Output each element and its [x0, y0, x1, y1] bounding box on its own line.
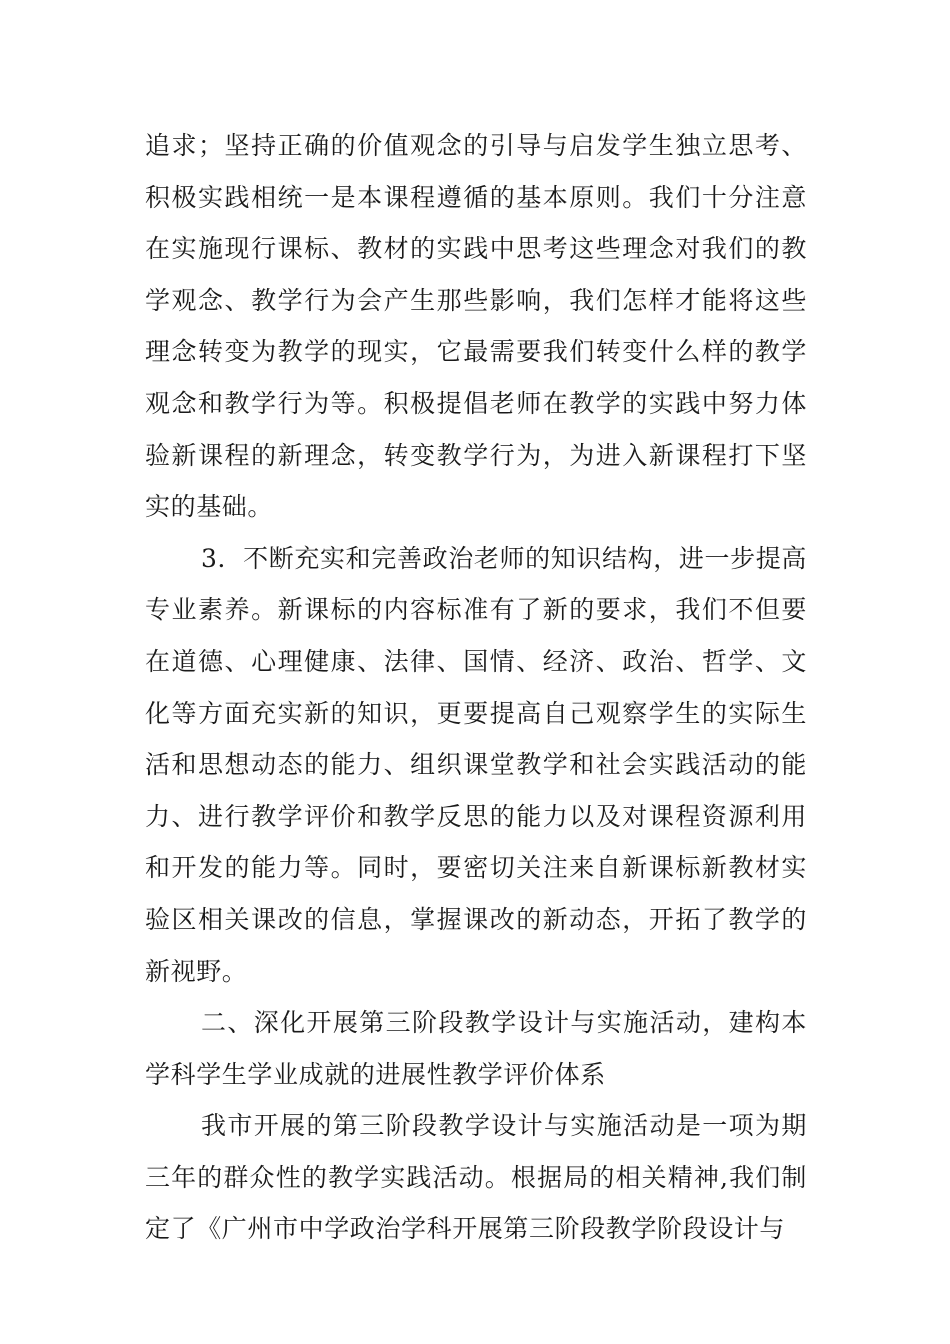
- paragraph-knowledge-structure: 3．不断充实和完善政治老师的知识结构，进一步提高专业素养。新课标的内容标准有了新的要求，我们不但要在道德、心理健康、法律、国情、经济、政治、哲学、文化等方面充实新的知识，更要提高自己观察学生的实际生活和思想动态的能力、组织课堂教学和社会实践活动的能力、进行教学评价和教学反思的能力以及对课程资源利用和开发的能力等。同时，要密切关注来自新课标新教材实验区相关课改的信息，掌握课改的新动态，开拓了教学的新视野。: [145, 543, 807, 986]
- paragraph-third-stage-activity: 我市开展的第三阶段教学设计与实施活动是一项为期三年的群众性的教学实践活动。根据局的相关精神,我们制定了《广州市中学政治学科开展第三阶段教学阶段设计与: [145, 1111, 807, 1244]
- paragraph-principles-continued: 追求；坚持正确的价值观念的引导与启发学生独立思考、积极实践相统一是本课程遵循的基本原则。我们十分注意在实施现行课标、教材的实践中思考这些理念对我们的教学观念、教学行为会产生那些影响，我们怎样才能将这些理念转变为教学的现实，它最需要我们转变什么样的教学观念和教学行为等。积极提倡老师在教学的实践中努力体验新课程的新理念，转变教学行为，为进入新课程打下坚实的基础。: [145, 131, 807, 522]
- document-body: [145, 120, 807, 1255]
- section-heading-teaching-design: 二、深化开展第三阶段教学设计与实施活动，建构本学科学生学业成就的进展性教学评价体系: [145, 1008, 807, 1089]
